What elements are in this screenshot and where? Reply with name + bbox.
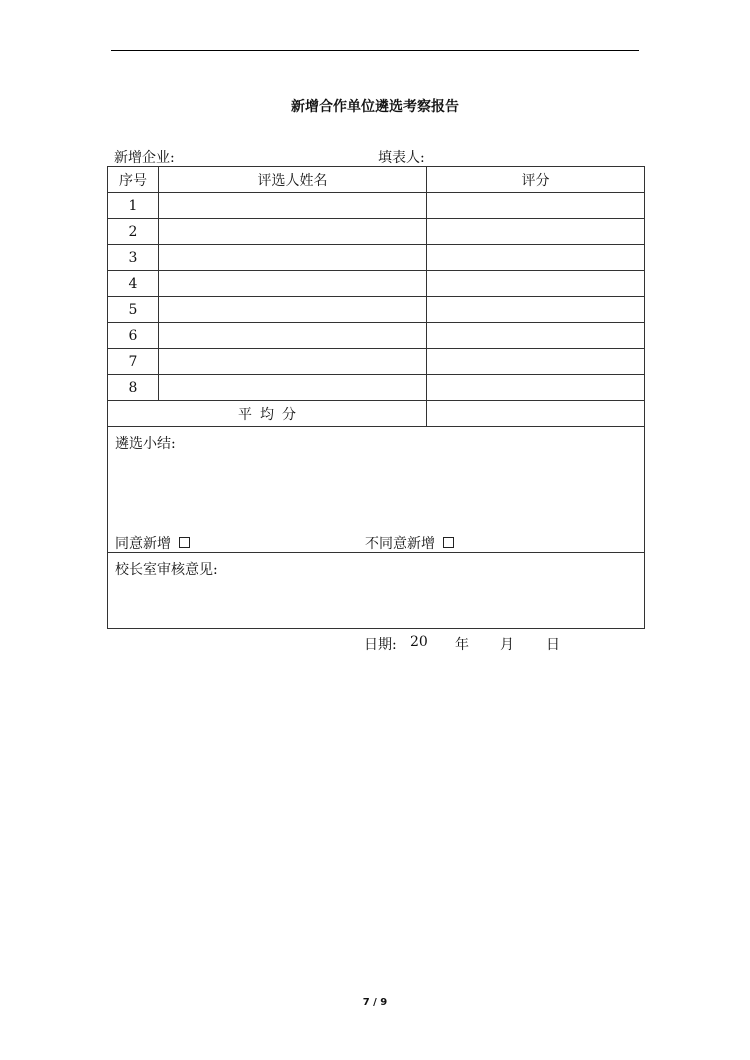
summary-cell[interactable] (108, 427, 645, 553)
summary-label: 遴选小结: (115, 436, 176, 452)
header-rule (111, 50, 639, 51)
date-month: 月 (500, 637, 514, 653)
date-day: 日 (546, 637, 560, 653)
table-row (108, 297, 645, 323)
average-label: 平均分 (108, 401, 427, 427)
agree-label: 同意新增 (115, 536, 171, 552)
row-name-cell[interactable] (159, 271, 427, 297)
review-row (108, 553, 645, 629)
row-score-cell[interactable] (427, 375, 645, 401)
page-title: 新增合作单位遴选考察报告 (291, 99, 459, 115)
table-row (108, 219, 645, 245)
row-seq: 2 (108, 219, 159, 245)
row-seq: 4 (108, 271, 159, 297)
row-name-cell[interactable] (159, 349, 427, 375)
header-seq: 序号 (108, 167, 159, 193)
table-row (108, 323, 645, 349)
row-score-cell[interactable] (427, 297, 645, 323)
row-score-cell[interactable] (427, 349, 645, 375)
row-name-cell[interactable] (159, 219, 427, 245)
row-seq: 3 (108, 245, 159, 271)
average-row (108, 401, 645, 427)
date-prefix: 20 (410, 634, 428, 650)
row-name-cell[interactable] (159, 297, 427, 323)
average-value-cell[interactable] (427, 401, 645, 427)
table-row (108, 349, 645, 375)
disagree-option[interactable] (365, 533, 454, 553)
review-label: 校长室审核意见: (115, 562, 218, 578)
agree-option[interactable] (115, 533, 190, 553)
row-seq: 8 (108, 375, 159, 401)
header-name: 评选人姓名 (159, 167, 427, 193)
summary-row (108, 427, 645, 553)
header-score: 评分 (427, 167, 645, 193)
row-score-cell[interactable] (427, 193, 645, 219)
row-score-cell[interactable] (427, 245, 645, 271)
date-label: 日期: (364, 637, 397, 653)
row-name-cell[interactable] (159, 375, 427, 401)
table-header-row (108, 167, 645, 193)
row-seq: 7 (108, 349, 159, 375)
company-label: 新增企业: (114, 150, 175, 166)
table-row (108, 271, 645, 297)
score-table (107, 166, 645, 629)
table-row (108, 193, 645, 219)
row-name-cell[interactable] (159, 193, 427, 219)
disagree-label: 不同意新增 (365, 536, 435, 552)
review-cell[interactable] (108, 553, 645, 629)
row-score-cell[interactable] (427, 323, 645, 349)
page-number: 7 / 9 (362, 997, 388, 1008)
table-row (108, 245, 645, 271)
agree-checkbox[interactable] (179, 537, 190, 548)
disagree-checkbox[interactable] (443, 537, 454, 548)
row-name-cell[interactable] (159, 245, 427, 271)
date-year: 年 (455, 637, 469, 653)
row-seq: 6 (108, 323, 159, 349)
row-seq: 1 (108, 193, 159, 219)
table-row (108, 375, 645, 401)
row-seq: 5 (108, 297, 159, 323)
row-score-cell[interactable] (427, 271, 645, 297)
filler-label: 填表人: (378, 150, 425, 166)
row-score-cell[interactable] (427, 219, 645, 245)
row-name-cell[interactable] (159, 323, 427, 349)
